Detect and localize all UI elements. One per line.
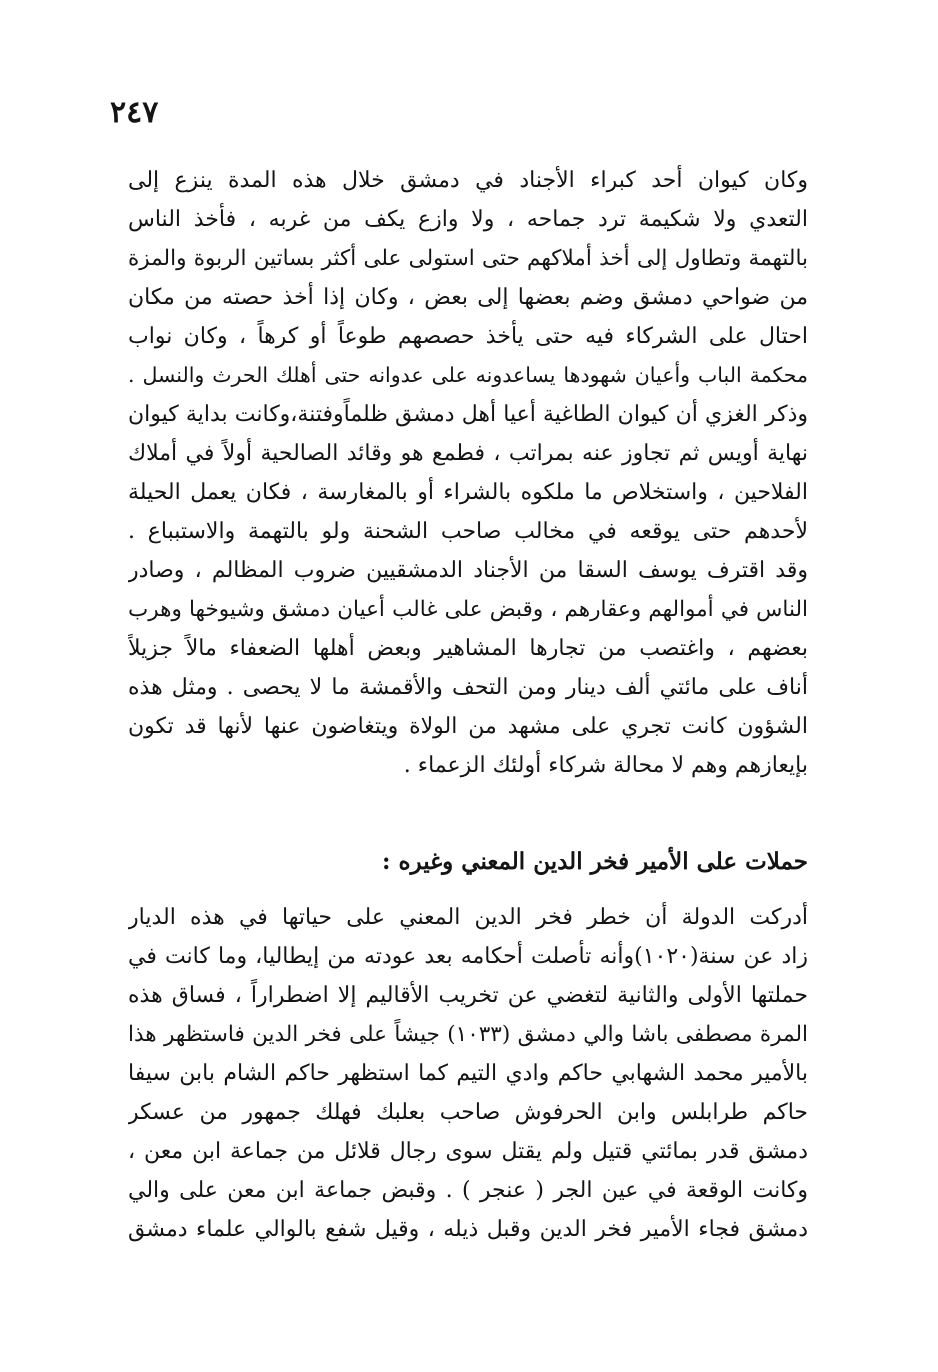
paragraph-fakhr-al-din <box>128 898 808 1249</box>
text-line: الشؤون كانت تجري على مشهد من الولاة ويتغاضون عنها لأنها قد تكون <box>128 714 808 739</box>
text-line: الناس في أموالهم وعقارهم ، وقبض على غالب أعيان دمشق وشيوخها وهرب <box>128 597 808 622</box>
text-line: أناف على مائتي ألف دينار ومن التحف والأقمشة ما لا يحصى . ومثل هذه <box>128 675 808 700</box>
text-line: احتال على الشركاء فيه حتى يأخذ حصصهم طوعاً أو كرهاً ، وكان نواب <box>128 324 808 349</box>
text-line: وقد اقترف يوسف السقا من الأجناد الدمشقيين ضروب المظالم ، وصادر <box>128 558 808 583</box>
text-line: وكان كيوان أحد كبراء الأجناد في دمشق خلال هذه المدة ينزع إلى <box>128 168 808 193</box>
text-line: زاد عن سنة(١٠٢٠)وأنه تأصلت أحكامه بعد عودته من إيطاليا، وما كانت في <box>128 944 808 969</box>
text-line: الفلاحين ، واستخلاص ما ملكوه بالشراء أو بالمغارسة ، فكان يعمل الحيلة <box>128 480 808 505</box>
text-line: بالأمير محمد الشهابي حاكم وادي التيم كما استظهر حاكم الشام بابن سيفا <box>128 1061 808 1086</box>
text-line: المرة مصطفى باشا والي دمشق (١٠٣٣) جيشاً على فخر الدين فاستظهر هذا <box>128 1022 808 1047</box>
section-heading: حملات على الأمير فخر الدين المعني وغيره : <box>381 848 808 875</box>
text-line: بالتهمة وتطاول إلى أخذ أملاكهم حتى استولى على أكثر بساتين الربوة والمزة <box>128 246 808 271</box>
text-line: لأحدهم حتى يوقعه في مخالب صاحب الشحنة ولو بالتهمة والاستبباع . <box>128 519 808 544</box>
text-line: حاكم طرابلس وابن الحرفوش صاحب بعلبك فهلك جمهور من عسكر <box>128 1100 808 1125</box>
text-line: بإيعازهم وهم لا محالة شركاء أولئك الزعماء . <box>403 753 808 778</box>
page-number: ٢٤٧ <box>110 95 159 130</box>
text-line: نهاية أويس ثم تجاوز عنه بمراتب ، فطمع هو وقائد الصالحية أولاً في أملاك <box>128 441 808 466</box>
paragraph-kaywan <box>128 161 808 785</box>
text-line: أدركت الدولة أن خطر فخر الدين المعني على حياتها في هذه الديار <box>128 905 808 930</box>
text-line: بعضهم ، واغتصب من تجارها المشاهير وبعض أهلها الضعفاء مالاً جزيلاً <box>128 636 808 661</box>
text-line: وكانت الوقعة في عين الجر ( عنجر ) . وقبض جماعة ابن معن على والي <box>128 1178 808 1203</box>
text-line: التعدي ولا شكيمة ترد جماحه ، ولا وازع يكف من غربه ، فأخذ الناس <box>128 207 808 232</box>
text-line: وذكر الغزي أن كيوان الطاغية أعيا أهل دمشق ظلماًوفتنة،وكانت بداية كيوان <box>128 402 808 427</box>
text-line: محكمة الباب وأعيان شهودها يساعدونه على عدوانه حتى أهلك الحرث والنسل . <box>128 363 808 387</box>
text-line: دمشق فجاء الأمير فخر الدين وقبل ذيله ، وقيل شفع بالوالي علماء دمشق <box>128 1217 808 1242</box>
text-line: من ضواحي دمشق وضم بعضها إلى بعض ، وكان إذا أخذ حصته من مكان <box>128 285 808 310</box>
text-line: دمشق قدر بمائتي قتيل ولم يقتل سوى رجال قلائل من جماعة ابن معن ، <box>128 1139 808 1164</box>
text-line: حملتها الأولى والثانية لتغضي عن تخريب الأقاليم إلا اضطراراً ، فساق هذه <box>128 983 808 1008</box>
